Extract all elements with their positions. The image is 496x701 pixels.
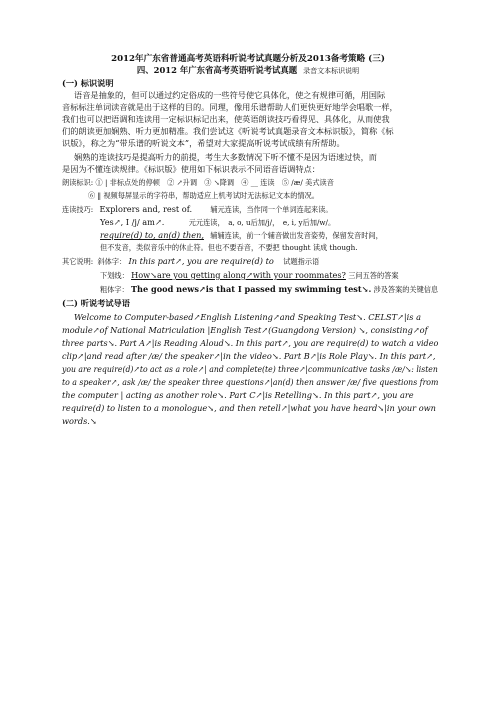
- other-line-2: [100, 270, 399, 281]
- paragraph-line: 语音是抽象的，但可以通过约定俗成的一些符号使它具体化，使之有规律可循，用国际: [74, 90, 386, 100]
- intro-line: to a speaker↗, ask /æ/ the speaker three questions↗|an(d) then answer /æ/ five questions from: [62, 377, 439, 387]
- liaison-line-2: [100, 217, 335, 228]
- intro-line: you are require(d)↗to act as a role↗| and complete(te) three↗|communicative tasks /æ/↘: listen: [62, 364, 438, 374]
- mark-legend-line: [62, 178, 334, 188]
- style-name: 粗体字：: [100, 285, 129, 294]
- paragraph-line: 们的朗读更加娴熟、听力更加精准。我们尝试这《听说考试真题录音文本标识版》，简称《标: [62, 126, 394, 136]
- intro-line: the computer | acting as another role↘. Part C↗|is Retelling↘. In this part↗, you are: [62, 390, 414, 400]
- document-title: 2012年广东省普通高考英语科听说考试真题分析及2013备考策略 (三): [111, 54, 385, 64]
- style-example: How↘are you getting along↗with your roommates?: [131, 270, 346, 280]
- other-label: 其它说明:: [62, 257, 94, 266]
- intro-line: require(d) to listen to a monologue↘, and then retell↗|what you have heard↘|in your own: [62, 403, 436, 413]
- intro-line: clip↗|and read after /æ/ the speaker↗|in the video↘. Part B↗|is Role Play↘. In this part↗,: [62, 351, 436, 361]
- style-desc: 三问五答的答案: [348, 271, 399, 280]
- intro-line: three parts↘. Part A↗|is Reading Aloud↘. In this part↗, you are require(d) to watch a video: [62, 338, 439, 348]
- section-heading-intro: (二) 听说考试导语: [62, 298, 130, 308]
- style-name: 下划线：: [100, 271, 129, 280]
- mark-legend-line-2: ⑥ ‖ 视频每屏显示的字符串，帮助适应上机考试时无法标记文本的情况。: [88, 191, 319, 200]
- style-example: The good news↗is that I passed my swimming test↘.: [130, 284, 372, 294]
- style-desc: 试题指示语: [276, 257, 320, 266]
- paragraph-line: 娴熟的连读技巧是提高听力的前提，考生大多数情况下听不懂不是因为语速过快，而: [74, 152, 377, 162]
- paragraph-line: 我们也可以把语调和连读用一定标识标记出来，使英语朗读技巧看得见、具体化，从而使我: [62, 114, 390, 124]
- liaison-desc: 元元连读， a, o, u后加/j/， e, i, y后加/w/。: [188, 218, 336, 227]
- liaison-example: require(d) to, an(d) then,: [100, 230, 204, 240]
- style-name: 斜体字：: [97, 257, 127, 266]
- intro-line: words.↘: [62, 416, 97, 426]
- liaison-desc: 辅辅连读，前一个辅音做出发音姿势，保留发音时间，: [210, 231, 383, 240]
- liaison-example: Yes↗, I /j/ am↗.: [100, 217, 165, 227]
- intro-line: Welcome to Computer-based↗English Listening↗and Speaking Test↘. CELST↗|is a: [74, 312, 421, 322]
- liaison-desc: 辅元连读，当作同一个单词连起来读。: [210, 205, 333, 214]
- mark-items: ① | 非标点处的停顿 ② ↗升调 ③ ↘降调 ④ __ 连读 ⑤ /æ/ 美式读音: [95, 178, 334, 187]
- mark-label: 朗读标识:: [62, 178, 94, 187]
- style-example: In this part↗, you are require(d) to: [128, 256, 274, 266]
- intro-line: module↗of National Matriculation |English Test↗(Guangdong Version) ↘, consisting↗of: [62, 325, 428, 335]
- paragraph-line: 识版》，称之为“带乐谱的听说文本”，希望对大家提高听说考试成绩有所帮助。: [62, 138, 345, 148]
- section-heading-marks: (一) 标识说明: [62, 78, 114, 88]
- other-line-3: [100, 284, 438, 295]
- liaison-line-1: [62, 204, 333, 215]
- subtitle-note: 录音文本标识说明: [303, 67, 360, 75]
- document-subtitle: [0, 64, 496, 76]
- paragraph-line: 音标标注单词读音就是出于这样的目的。同理，像用乐谱帮助人们更快更好地学会唱歌一样，: [62, 102, 398, 112]
- other-line-1: [62, 256, 319, 267]
- liaison-example: Explorers and, rest of.: [99, 204, 193, 214]
- style-desc: 涉及答案的关键信息: [373, 285, 439, 294]
- subtitle-main: 四、2012 年广东省高考英语听说考试真题: [136, 65, 298, 75]
- liaison-desc-continued: 但不发音，类似音乐中的休止符。但也不要吞音，不要把 thought 读成 though.: [100, 243, 358, 252]
- liaison-label: 连读技巧:: [62, 205, 94, 214]
- liaison-line-3: [100, 230, 383, 241]
- paragraph-line: 是因为不懂连读规律。《标识版》使用如下标识表示不同语音语调特点：: [62, 164, 320, 174]
